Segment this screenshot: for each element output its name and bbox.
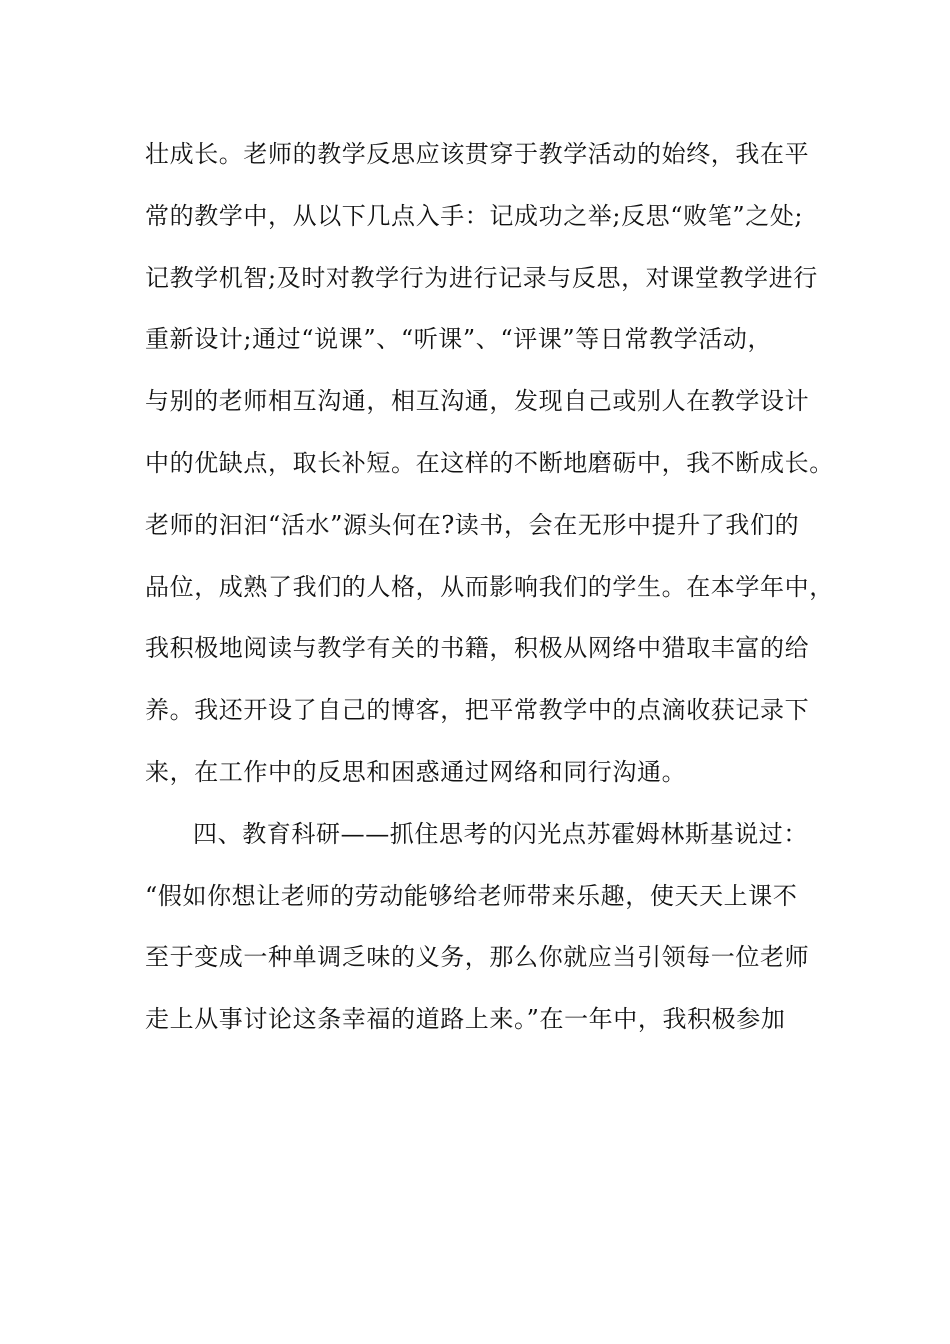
text-line-7: 老师的汩汩“活水”源头何在?读书，会在无形中提升了我们的 [145, 510, 800, 539]
text-line-8: 品位，成熟了我们的人格，从而影响我们的学生。在本学年中， [145, 572, 834, 601]
text-line-15: 走上从事讨论这条幸福的道路上来。”在一年中，我积极参加 [145, 1005, 786, 1034]
text-line-13: “假如你想让老师的劳动能够给老师带来乐趣，使天天上课不 [145, 881, 798, 910]
text-line-3: 记教学机智;及时对教学行为进行记录与反思，对课堂教学进行 [145, 263, 818, 292]
text-line-1: 壮成长。老师的教学反思应该贯穿于教学活动的始终，我在平 [145, 140, 810, 168]
text-line-11: 来，在工作中的反思和困惑通过网络和同行沟通。 [145, 757, 687, 786]
text-line-6: 中的优缺点，取长补短。在这样的不断地磨砺中，我不断成长。 [145, 448, 834, 477]
text-line-10: 养。我还开设了自己的博客，把平常教学中的点滴收获记录下 [145, 696, 810, 725]
text-line-9: 我积极地阅读与教学有关的书籍，积极从网络中猎取丰富的给 [145, 634, 810, 663]
text-line-14: 至于变成一种单调乏味的义务，那么你就应当引领每一位老师 [145, 943, 810, 972]
body-text [145, 124, 834, 1051]
text-line-5: 与别的老师相互沟通，相互沟通，发现自己或别人在教学设计 [145, 387, 810, 416]
section-heading-line: 四、教育科研——抓住思考的闪光点苏霍姆林斯基说过： [193, 819, 808, 848]
text-line-4: 重新设计;通过“说课”、“听课”、“评课”等日常教学活动， [145, 325, 773, 354]
text-line-2: 常的教学中，从以下几点入手：记成功之举;反思“败笔”之处; [145, 201, 804, 230]
